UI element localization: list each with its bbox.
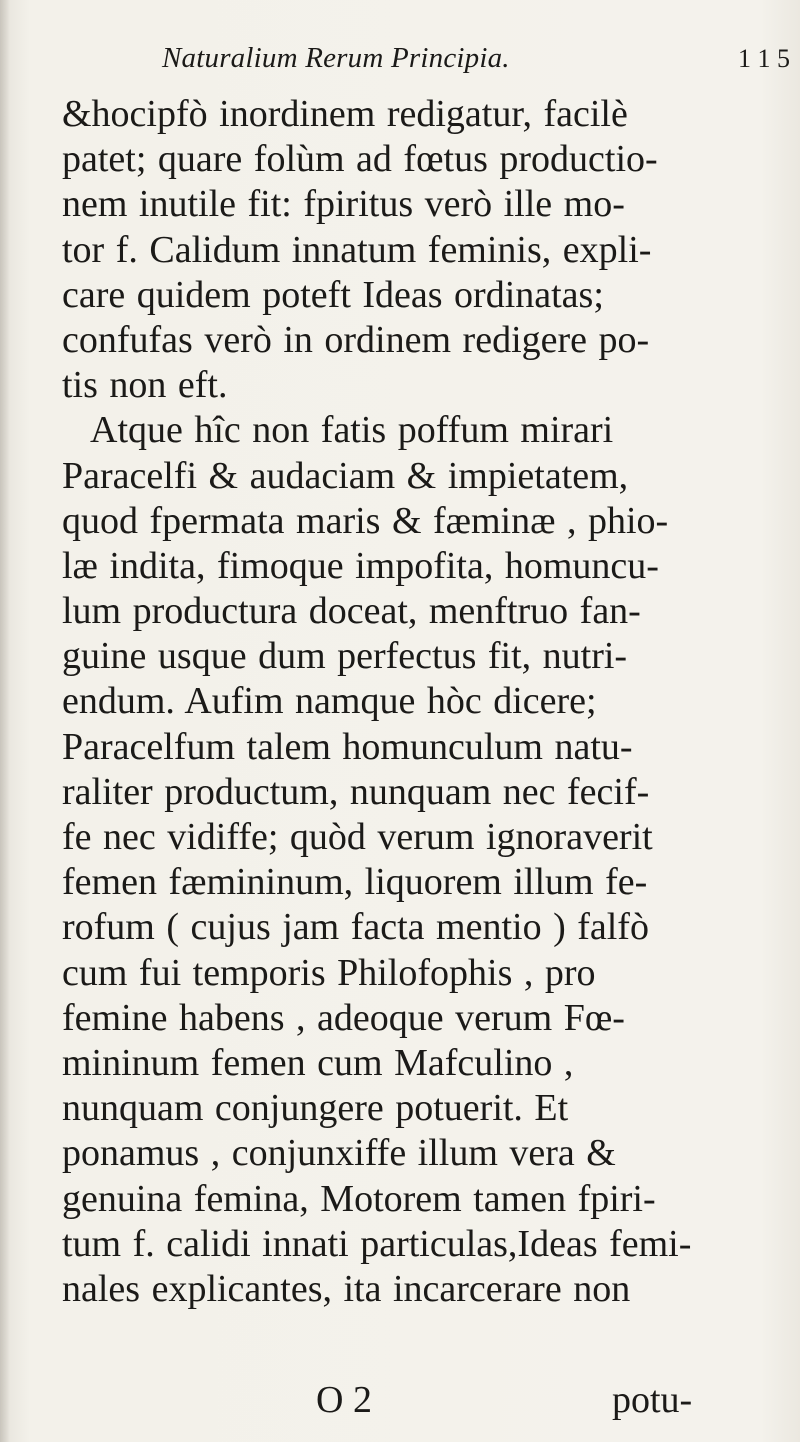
page-number: 1 1 5 [738,44,790,73]
text-line: tum f. calidi innati particulas,Ideas femi- [62,1222,692,1265]
text-line: femine habens , adeoque verum Fœ- [62,996,625,1039]
text-line: læ indita, fimoque impofita, homuncu- [62,544,659,587]
text-line: confufas verò in ordinem redigere po- [62,318,650,361]
text-line: lum productura doceat, menftruo fan- [62,590,641,633]
text-line: Paracelfi & audaciam & impietatem, [62,454,629,497]
spine-shadow [0,0,10,1442]
text-line: &hocipfò inordinem redigatur, facilè [62,93,628,135]
text-line: raliter productum, nunquam nec fecif- [62,770,650,813]
text-line: Paracelfum talem homunculum natu- [62,725,633,768]
text-line: genuina femina, Motorem tamen fpiri- [62,1177,656,1220]
text-line: endum. Aufim namque hòc dicere; [62,680,597,723]
text-line: nales explicantes, ita incarcerare non [62,1267,631,1310]
text-line: femen fæmininum, liquorem illum fe- [62,861,648,904]
text-line: patet; quare folùm ad fœtus productio- [62,138,658,181]
text-line: cum fui temporis Philofophis , pro [62,951,596,994]
text-line: mininum femen cum Mafculino , [62,1041,574,1084]
footer-line [0,1378,800,1422]
text-line: tis non eft. [62,364,228,407]
text-line: care quidem poteft Ideas ordinatas; [62,273,604,316]
text-line: fe nec vidiffe; quòd verum ignoraverit [62,816,653,858]
catchword: potu- [612,1379,693,1421]
text-line: ponamus , conjunxiffe illum vera & [62,1132,616,1175]
signature-mark: O 2 [316,1379,372,1421]
text-line: nem inutile fit: fpiritus verò ille mo- [62,183,625,226]
text-line: tor f. Calidum innatum feminis, expli- [62,228,652,271]
text-line: rofum ( cujus jam facta mentio ) falfò [62,906,649,949]
text-line: guine usque dum perfectus fit, nutri- [62,635,628,678]
text-line: quod fpermata maris & fæminæ , phio- [62,499,669,542]
running-head [0,42,800,82]
running-title: Naturalium Rerum Principia. [162,42,510,74]
text-line: Atque hîc non fatis poffum mirari [90,409,614,452]
body-text [28,92,780,1312]
text-line: nunquam conjungere potuerit. Et [62,1087,569,1130]
